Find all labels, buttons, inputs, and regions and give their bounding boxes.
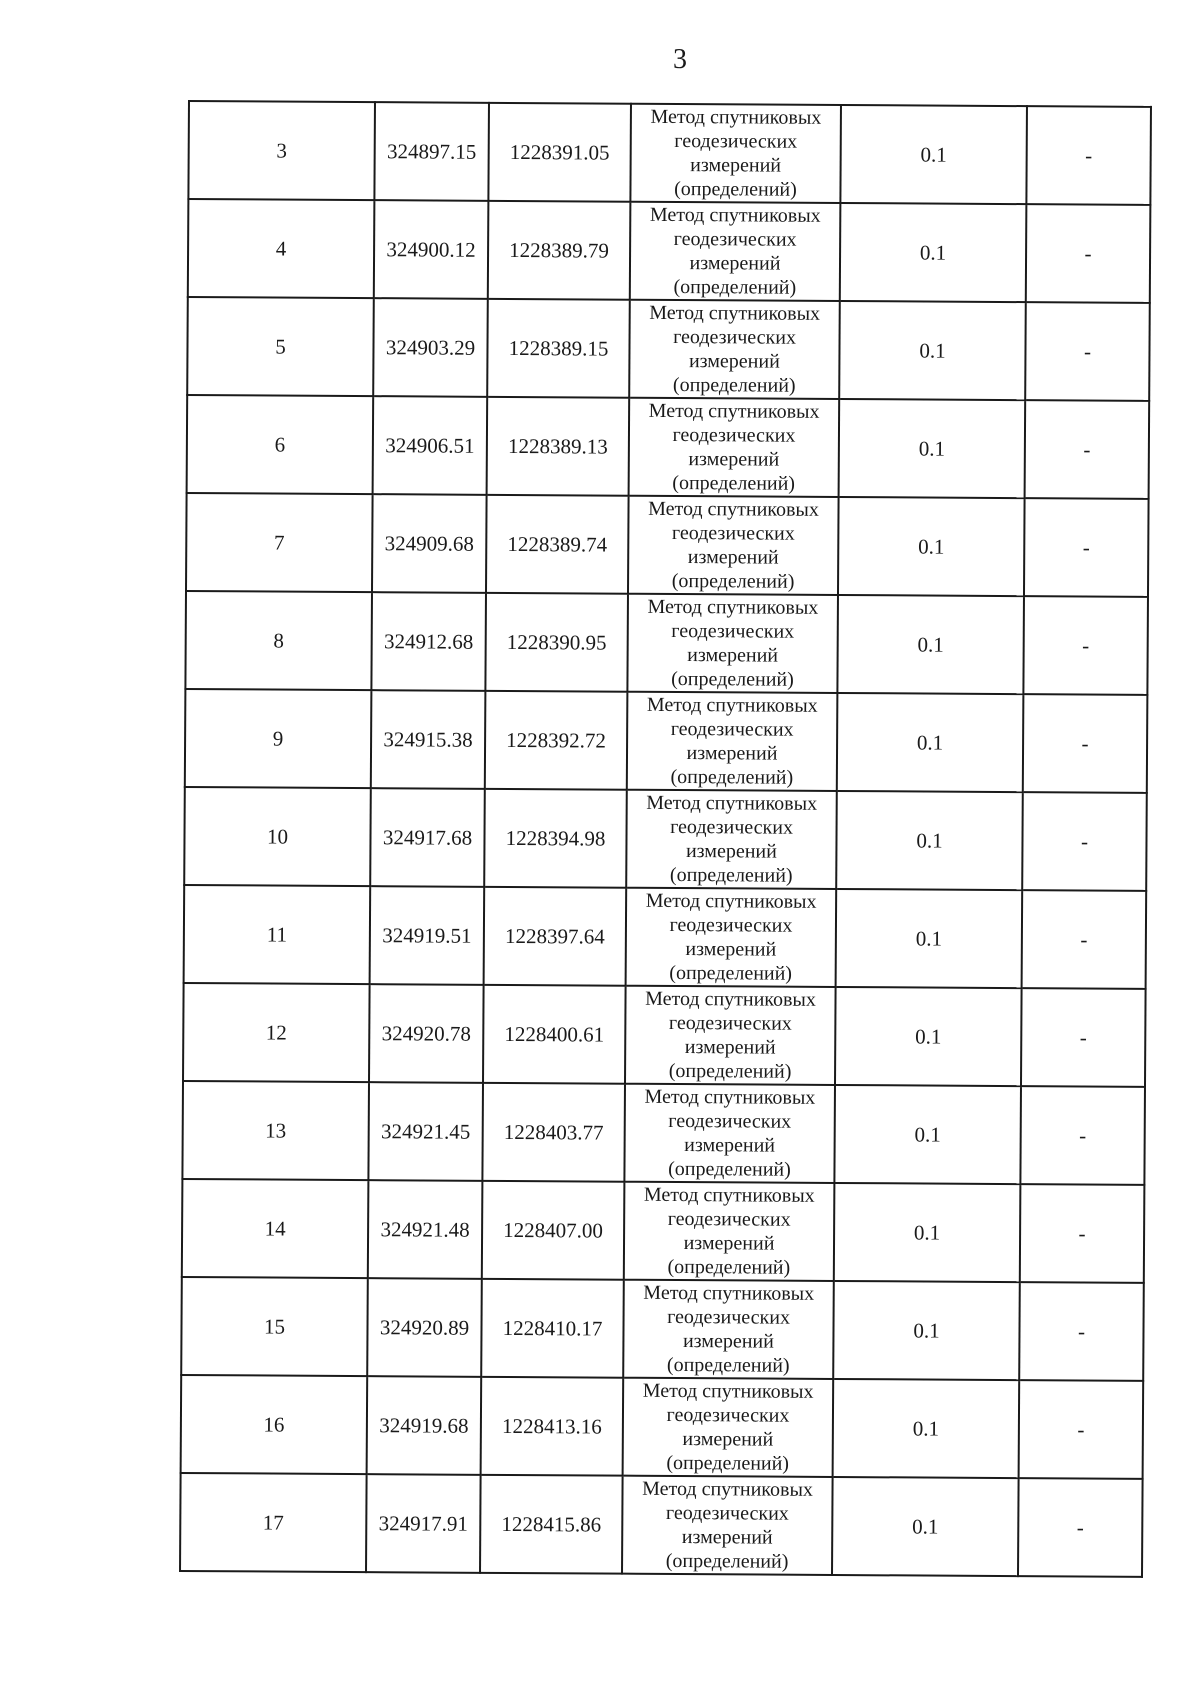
method-line: Метод спутниковых [649, 301, 821, 325]
point-number-cell: 5 [187, 297, 374, 396]
point-number-cell: 6 [187, 395, 374, 494]
coordinates-table [179, 100, 1152, 1578]
accuracy-cell: 0.1 [840, 105, 1027, 204]
method-line: геодезических [666, 1403, 790, 1427]
method-line: Метод спутниковых [642, 1379, 814, 1403]
description-cell: - [1019, 1380, 1144, 1479]
description-cell: - [1026, 204, 1151, 303]
coordinates-table-wrapper [179, 100, 1150, 1578]
method-line: Метод спутниковых [643, 1183, 815, 1207]
x-coordinate-cell: 324909.68 [372, 494, 487, 593]
y-coordinate-cell: 1228389.74 [486, 495, 629, 594]
y-coordinate-cell: 1228394.98 [484, 789, 627, 888]
method-cell [623, 1280, 834, 1379]
description-cell: - [1021, 988, 1146, 1087]
method-line: Метод спутниковых [648, 497, 819, 521]
method-line: Метод спутниковых [642, 1477, 813, 1501]
method-cell [629, 398, 840, 497]
method-cell [622, 1476, 833, 1575]
method-line: геодезических [669, 913, 793, 937]
point-number-cell: 17 [180, 1473, 367, 1572]
method-cell [630, 104, 841, 203]
y-coordinate-cell: 1228389.15 [487, 299, 630, 398]
method-line: (определений) [668, 1059, 792, 1083]
x-coordinate-cell: 324903.29 [373, 298, 488, 397]
method-line: (определений) [672, 373, 796, 397]
description-cell: - [1024, 498, 1149, 597]
method-cell [624, 1084, 835, 1183]
method-line: геодезических [671, 521, 795, 545]
accuracy-cell: 0.1 [832, 1477, 1019, 1576]
accuracy-cell: 0.1 [837, 693, 1024, 792]
x-coordinate-cell: 324906.51 [373, 396, 488, 495]
method-line: измерений [683, 1232, 775, 1255]
method-line: (определений) [672, 471, 796, 495]
method-line: геодезических [665, 1501, 789, 1525]
point-number-cell: 10 [184, 787, 371, 886]
point-number-cell: 12 [183, 983, 370, 1082]
accuracy-cell: 0.1 [833, 1281, 1020, 1380]
method-cell [624, 1182, 835, 1281]
table-row [187, 297, 1150, 401]
table-row [182, 1179, 1145, 1283]
y-coordinate-cell: 1228400.61 [483, 985, 626, 1084]
x-coordinate-cell: 324915.38 [371, 690, 486, 789]
method-line: (определений) [669, 961, 793, 985]
method-line: измерений [684, 1036, 776, 1059]
y-coordinate-cell: 1228389.79 [488, 201, 631, 300]
method-line: геодезических [672, 423, 796, 447]
x-coordinate-cell: 324912.68 [371, 592, 486, 691]
page-number: 3 [673, 44, 687, 75]
x-coordinate-cell: 324919.68 [367, 1376, 482, 1475]
method-line: (определений) [669, 863, 793, 887]
x-coordinate-cell: 324920.78 [369, 984, 484, 1083]
y-coordinate-cell: 1228390.95 [485, 593, 628, 692]
x-coordinate-cell: 324920.89 [367, 1278, 482, 1377]
method-cell [623, 1378, 834, 1477]
method-line: (определений) [671, 667, 794, 691]
method-line: геодезических [673, 227, 797, 251]
method-line: Метод спутниковых [650, 105, 822, 129]
accuracy-cell: 0.1 [836, 889, 1023, 988]
y-coordinate-cell: 1228407.00 [482, 1181, 625, 1280]
point-number-cell: 8 [185, 591, 372, 690]
method-line: Метод спутниковых [647, 595, 819, 619]
description-cell: - [1025, 302, 1150, 401]
accuracy-cell: 0.1 [835, 987, 1022, 1086]
accuracy-cell: 0.1 [839, 399, 1026, 498]
method-line: измерений [687, 546, 779, 569]
method-line: измерений [686, 742, 778, 765]
method-line: геодезических [671, 619, 795, 643]
description-cell: - [1020, 1184, 1145, 1283]
method-line: (определений) [671, 569, 795, 593]
method-line: Метод спутниковых [648, 399, 820, 423]
description-cell: - [1019, 1282, 1144, 1381]
accuracy-cell: 0.1 [836, 791, 1023, 890]
method-line: (определений) [666, 1451, 790, 1475]
method-line: геодезических [670, 815, 794, 839]
method-line: Метод спутниковых [646, 693, 818, 717]
description-cell: - [1020, 1086, 1145, 1185]
method-line: геодезических [668, 1011, 792, 1035]
method-line: Метод спутниковых [645, 987, 816, 1011]
accuracy-cell: 0.1 [834, 1085, 1021, 1184]
y-coordinate-cell: 1228392.72 [485, 691, 628, 790]
x-coordinate-cell: 324897.15 [374, 102, 489, 201]
method-line: измерений [688, 448, 780, 471]
point-number-cell: 3 [188, 101, 375, 200]
y-coordinate-cell: 1228389.13 [487, 397, 630, 496]
point-number-cell: 14 [182, 1179, 369, 1278]
x-coordinate-cell: 324921.48 [368, 1180, 483, 1279]
method-cell [625, 986, 836, 1085]
method-line: измерений [689, 252, 781, 275]
method-cell [628, 496, 839, 595]
method-line: измерений [685, 840, 777, 863]
method-cell [627, 594, 838, 693]
method-line: Метод спутниковых [644, 1085, 816, 1109]
table-row [181, 1277, 1144, 1381]
point-number-cell: 13 [182, 1081, 369, 1180]
point-number-cell: 16 [181, 1375, 368, 1474]
point-number-cell: 9 [185, 689, 372, 788]
table-row [188, 199, 1151, 303]
accuracy-cell: 0.1 [840, 203, 1027, 302]
x-coordinate-cell: 324900.12 [374, 200, 489, 299]
description-cell: - [1026, 106, 1151, 205]
method-line: геодезических [667, 1207, 791, 1231]
y-coordinate-cell: 1228403.77 [482, 1083, 625, 1182]
method-line: (определений) [665, 1549, 789, 1573]
method-line: измерений [682, 1330, 774, 1353]
method-line: геодезических [668, 1109, 792, 1133]
description-cell: - [1025, 400, 1150, 499]
point-number-cell: 15 [181, 1277, 368, 1376]
x-coordinate-cell: 324921.45 [368, 1082, 483, 1181]
table-row [186, 493, 1149, 597]
method-line: (определений) [670, 765, 794, 789]
table-row [182, 1081, 1145, 1185]
method-line: (определений) [674, 177, 797, 201]
table-row [183, 983, 1146, 1087]
accuracy-cell: 0.1 [837, 595, 1024, 694]
method-cell [627, 692, 838, 791]
method-line: измерений [684, 1134, 776, 1157]
y-coordinate-cell: 1228397.64 [484, 887, 627, 986]
y-coordinate-cell: 1228415.86 [480, 1475, 623, 1574]
method-line: измерений [681, 1526, 773, 1549]
method-cell [630, 202, 841, 301]
method-line: измерений [687, 644, 779, 667]
coordinates-table-body [180, 101, 1151, 1577]
method-line: геодезических [670, 717, 794, 741]
method-line: Метод спутниковых [643, 1281, 815, 1305]
method-line: Метод спутниковых [645, 889, 817, 913]
table-row [180, 1473, 1143, 1577]
method-cell [629, 300, 840, 399]
x-coordinate-cell: 324917.68 [370, 788, 485, 887]
method-cell [626, 888, 837, 987]
method-line: измерений [682, 1428, 774, 1451]
accuracy-cell: 0.1 [833, 1379, 1020, 1478]
table-row [185, 689, 1148, 793]
x-coordinate-cell: 324917.91 [366, 1474, 481, 1573]
method-line: Метод спутниковых [646, 791, 818, 815]
description-cell: - [1023, 596, 1148, 695]
method-line: измерений [690, 154, 782, 177]
point-number-cell: 7 [186, 493, 373, 592]
table-row [187, 395, 1150, 499]
y-coordinate-cell: 1228410.17 [481, 1279, 624, 1378]
description-cell: - [1018, 1478, 1143, 1577]
method-line: измерений [685, 938, 777, 961]
method-line: измерений [688, 350, 780, 373]
accuracy-cell: 0.1 [838, 497, 1025, 596]
method-line: (определений) [666, 1353, 790, 1377]
accuracy-cell: 0.1 [834, 1183, 1021, 1282]
method-line: (определений) [667, 1255, 791, 1279]
method-line: (определений) [673, 275, 797, 299]
description-cell: - [1023, 694, 1148, 793]
method-line: геодезических [674, 129, 798, 153]
table-row [185, 591, 1148, 695]
method-line: геодезических [673, 325, 797, 349]
description-cell: - [1022, 792, 1147, 891]
table-row [188, 101, 1151, 205]
method-cell [626, 790, 837, 889]
table-row [181, 1375, 1144, 1479]
y-coordinate-cell: 1228391.05 [488, 103, 631, 202]
x-coordinate-cell: 324919.51 [370, 886, 485, 985]
method-line: Метод спутниковых [649, 203, 821, 227]
y-coordinate-cell: 1228413.16 [481, 1377, 624, 1476]
description-cell: - [1022, 890, 1147, 989]
point-number-cell: 11 [184, 885, 371, 984]
accuracy-cell: 0.1 [839, 301, 1026, 400]
method-line: геодезических [667, 1305, 791, 1329]
point-number-cell: 4 [188, 199, 375, 298]
table-row [184, 787, 1147, 891]
method-line: (определений) [668, 1157, 791, 1181]
table-row [184, 885, 1147, 989]
